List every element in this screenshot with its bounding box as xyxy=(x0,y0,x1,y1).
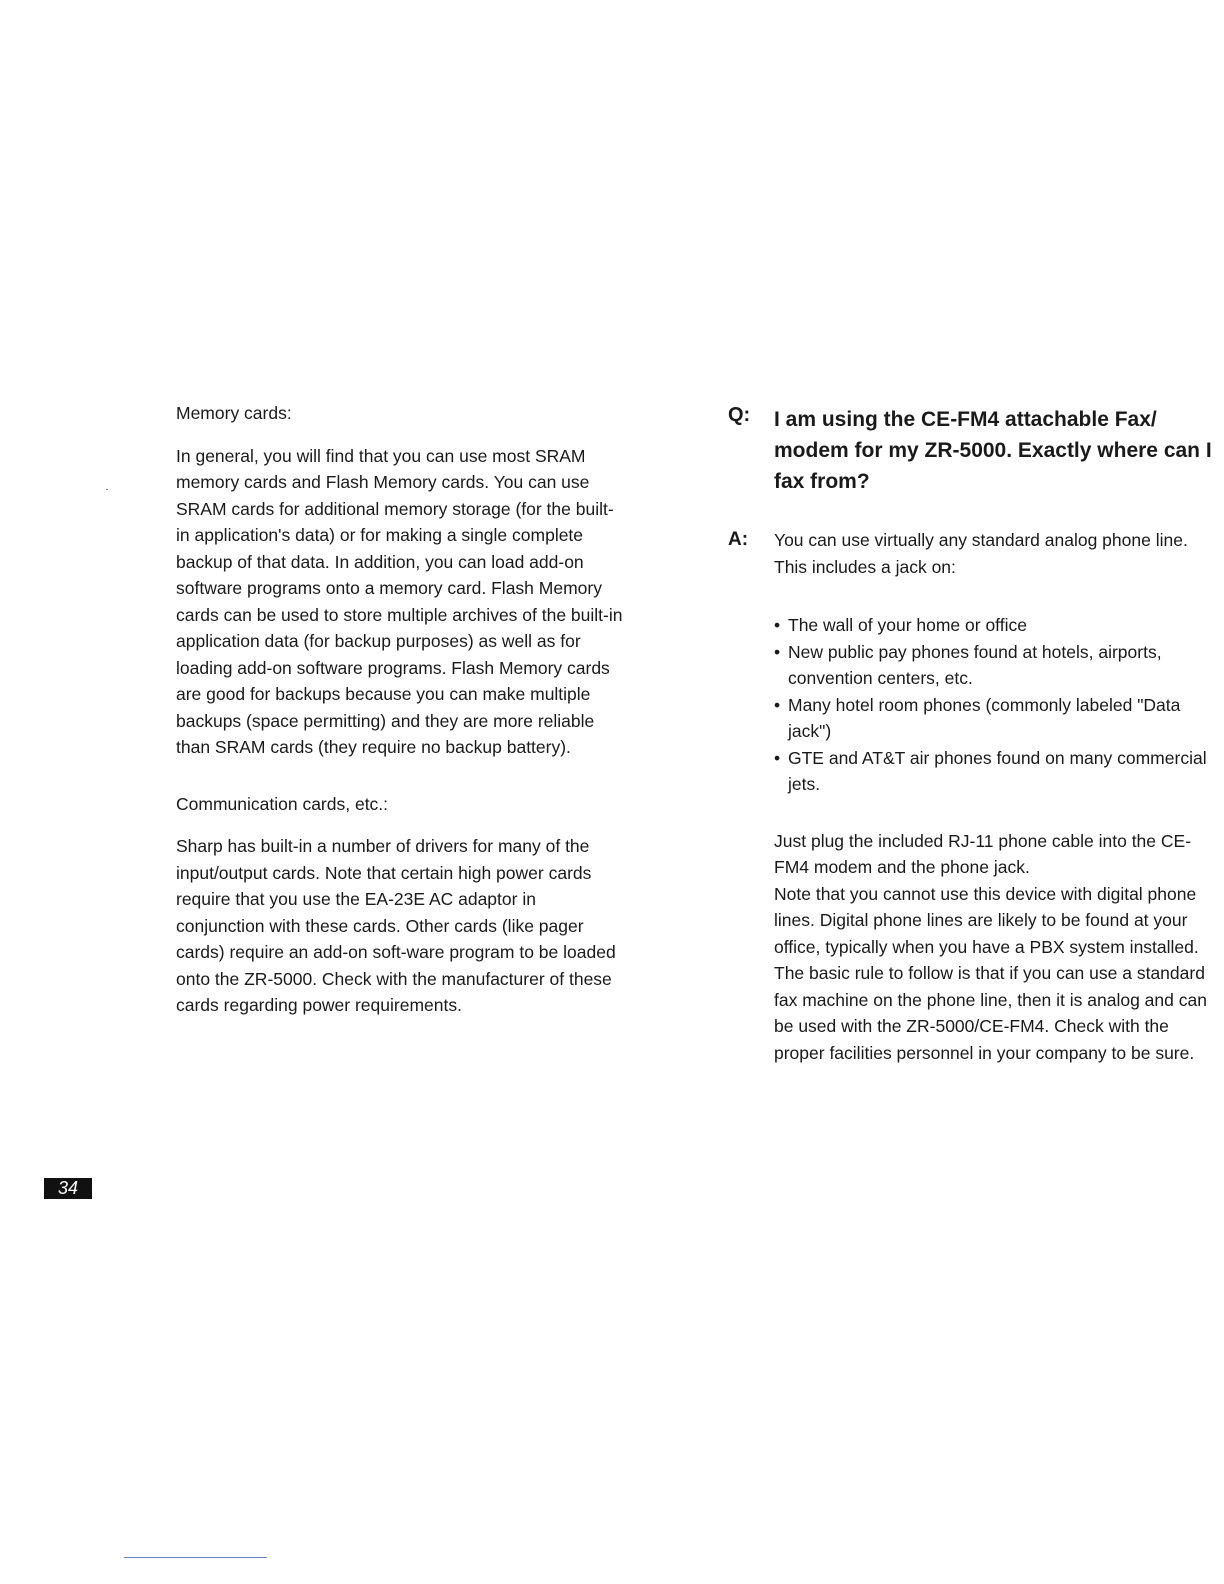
closing-paragraph-digital: Note that you cannot use this device with digital phone lines. Digital phone lines are likely to be found at your office, typically when you have a PBX system installed. xyxy=(774,883,1199,957)
communication-cards-heading: Communication cards, etc.: xyxy=(176,793,389,814)
answer-intro: You can use virtually any standard analog phone line. This includes a jack on: xyxy=(774,530,1188,577)
right-column xyxy=(728,404,1218,1066)
list-item: • The wall of your home or office xyxy=(774,612,1218,639)
question-block xyxy=(728,404,1218,497)
communication-cards-text: Sharp has built-in a number of drivers for many of the input/output cards. Note that certain high power cards require that you use the EA-23E AC adaptor in conjunction with these cards. Other cards (like pager cards) require an add-on soft-ware program to be loaded onto the ZR-5000. Check with the manufacturer of these cards regarding power requirements. xyxy=(176,836,616,1015)
scan-speck xyxy=(106,489,108,490)
page-number: 34 xyxy=(44,1178,92,1199)
question-marker: Q: xyxy=(728,404,751,426)
answer-block xyxy=(728,527,1218,1066)
memory-cards-heading: Memory cards: xyxy=(176,403,292,423)
list-item: • Many hotel room phones (commonly labeled "Data jack") xyxy=(774,692,1218,745)
answer-marker: A: xyxy=(728,529,749,550)
closing-paragraph-plug: Just plug the included RJ-11 phone cable into the CE-FM4 modem and the phone jack. xyxy=(774,830,1192,877)
list-item: • GTE and AT&T air phones found on many commercial jets. xyxy=(774,745,1218,798)
answer-closing xyxy=(774,828,1218,1067)
bottom-divider xyxy=(124,1557,267,1558)
closing-paragraph-rule: The basic rule to follow is that if you can use a standard fax machine on the phone line, then it is analog and can be used with the ZR-5000/CE-FM4. Check with the proper facilities personnel in your company to be sure. xyxy=(774,963,1207,1063)
memory-cards-text: In general, you will find that you can use most SRAM memory cards and Flash Memory cards. You can use SRAM cards for additional memory storage (for the built-in application's data) or for making a single complete backup of that data. In addition, you can load add-on software programs onto a memory card. Flash Memory cards can be used to store multiple archives of the built-in application data (for backup purposes) as well as for loading add-on software programs. Flash Memory cards are good for backups because you can make multiple backups (space permitting) and they are more reliable than SRAM cards (they require no backup battery). xyxy=(176,445,623,757)
question-text: I am using the CE-FM4 attachable Fax/ modem for my ZR-5000. Exactly where can I fax from? xyxy=(774,408,1212,493)
list-item: • New public pay phones found at hotels, airports, convention centers, etc. xyxy=(774,639,1218,692)
jack-location-list xyxy=(774,612,1218,798)
left-column xyxy=(176,400,626,1019)
